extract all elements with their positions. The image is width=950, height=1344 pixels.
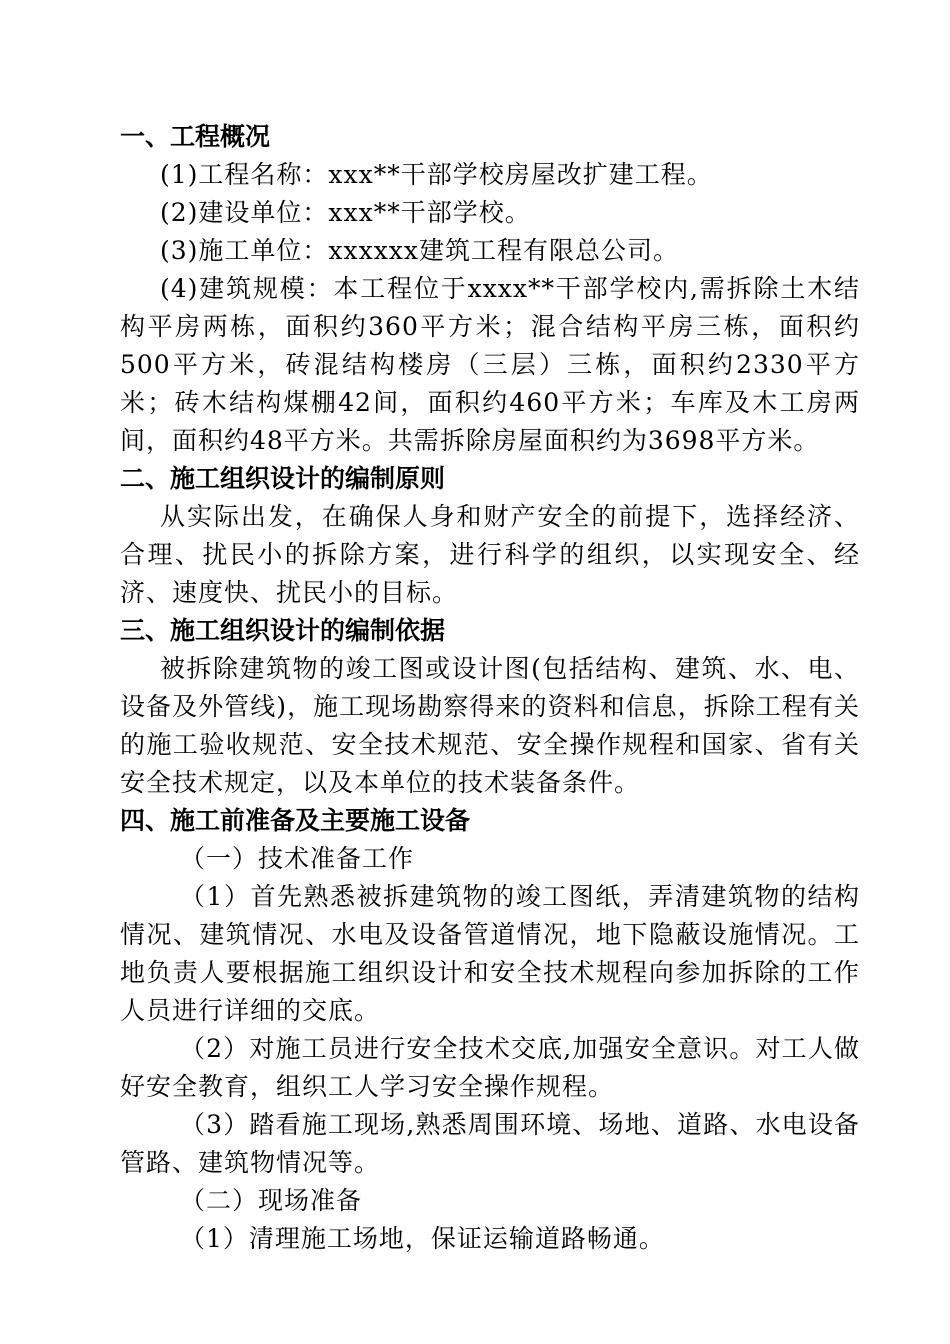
section-heading-overview: 一、工程概况 xyxy=(120,122,271,151)
section-heading-basis: 三、施工组织设计的编制依据 xyxy=(120,616,446,645)
section-heading-preparation: 四、施工前准备及主要施工设备 xyxy=(120,806,471,835)
document-body xyxy=(120,118,860,1258)
client-item: (2)建设单位：xxx**干部学校。 xyxy=(160,198,531,227)
subsection-title-technical: （一）技术准备工作 xyxy=(180,844,415,873)
section-heading-principles: 二、施工组织设计的编制原则 xyxy=(120,464,446,493)
contractor-item: (3)施工单位：xxxxxx建筑工程有限总公司。 xyxy=(160,236,680,265)
site-item-1: （1）清理施工场地，保证运输道路畅通。 xyxy=(180,1224,665,1253)
technical-item-2: （2）对施工员进行安全技术交底,加强安全意识。对工人做好安全教育，组织工人学习安全操作规程。 xyxy=(120,1034,860,1101)
subsection-title-site: （二）现场准备 xyxy=(180,1186,363,1215)
technical-item-1: （1）首先熟悉被拆建筑物的竣工图纸，弄清建筑物的结构情况、建筑情况、水电及设备管道情况，地下隐蔽设施情况。工地负责人要根据施工组织设计和安全技术规程向参加拆除的工作人员进行详细的交底。 xyxy=(120,882,860,1025)
basis-paragraph: 被拆除建筑物的竣工图或设计图(包括结构、建筑、水、电、设备及外管线)，施工现场勘察得来的资料和信息，拆除工程有关的施工验收规范、安全技术规范、安全操作规程和国家、省有关安全技术规定，以及本单位的技术装备条件。 xyxy=(120,654,860,797)
project-name-item: (1)工程名称：xxx**干部学校房屋改扩建工程。 xyxy=(160,160,713,189)
technical-item-3: （3）踏看施工现场,熟悉周围环境、场地、道路、水电设备管路、建筑物情况等。 xyxy=(120,1110,860,1177)
principles-paragraph: 从实际出发，在确保人身和财产安全的前提下，选择经济、合理、扰民小的拆除方案，进行科学的组织，以实现安全、经济、速度快、扰民小的目标。 xyxy=(120,502,860,607)
building-scale-item: (4)建筑规模：本工程位于xxxx**干部学校内,需拆除土木结构平房两栋，面积约360平方米；混合结构平房三栋，面积约500平方米，砖混结构楼房（三层）三栋，面积约2330平方米；砖木结构煤棚42间，面积约460平方米；车库及木工房两间，面积约48平方米。共需拆除房屋面积约为3698平方米。 xyxy=(120,274,860,455)
